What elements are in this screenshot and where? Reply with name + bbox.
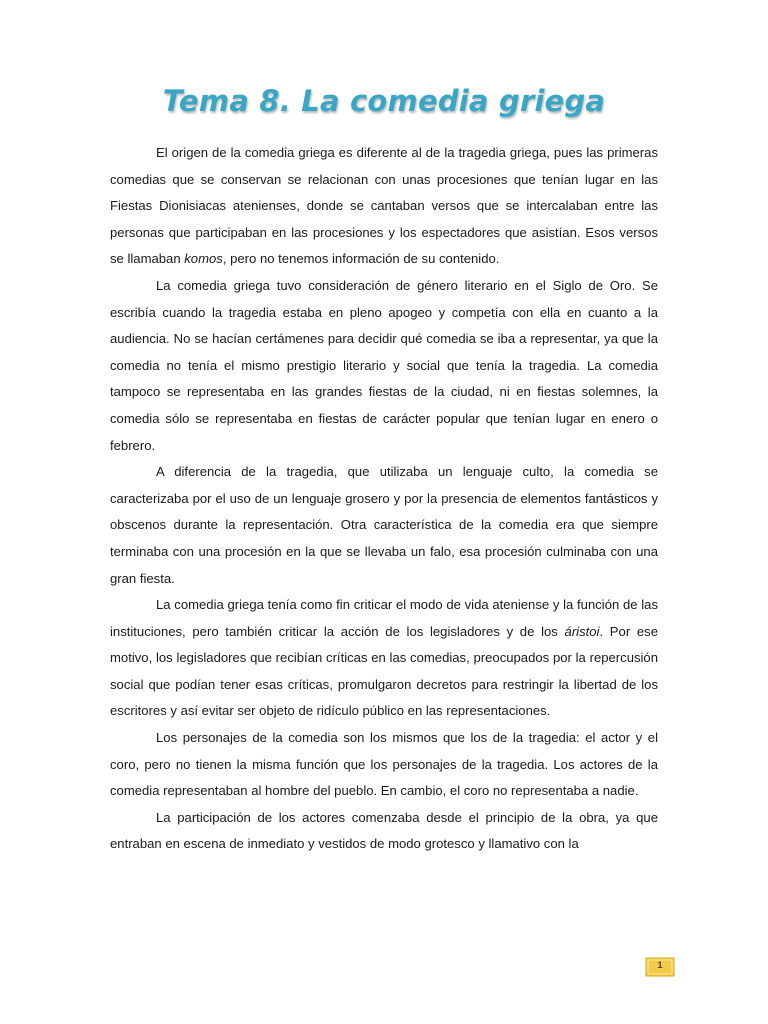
text-run: La participación de los actores comenzaba desde el principio de la obra, ya que entraban en escena de inmediato y vestidos de modo grotesco y llamativo con la [110,809,658,852]
paragraph [110,140,658,273]
text-run: Los personajes de la comedia son los mismos que los de la tragedia: el actor y el coro, pero no tienen la misma función que los personajes de la tragedia. Los actores de la comedia representaban al hombre del pueblo. En cambio, el coro no representaba a nadie. [110,730,658,799]
paragraph [110,725,658,805]
text-run: A diferencia de la tragedia, que utilizaba un lenguaje culto, la comedia se caracterizaba por el uso de un lenguaje grosero y por la presencia de elementos fantásticos y obscenos durante la representación. Otra característica de la comedia era que siempre terminaba con una procesión en la que se llevaba un falo, esa procesión culminaba con una gran fiesta. [110,464,658,586]
paragraph [110,459,658,592]
paragraph [110,592,658,725]
text-run: . Por ese motivo, los legisladores que recibían críticas en las comedias, preocupados por la repercusión social que podían tener esas críticas, promulgaron decretos para restringir la libertad de los escritores y así evitar ser objeto de ridículo público en las representaciones. [110,623,658,719]
page-number: 1 [657,960,663,970]
paragraph [110,805,658,858]
paragraph [110,273,658,459]
text-run: , pero no tenemos información de su contenido. [222,251,500,267]
body-text [110,140,658,858]
text-run: La comedia griega tuvo consideración de género literario en el Siglo de Oro. Se escribía cuando la tragedia estaba en pleno apogeo y competía con ella en cuanto a la audiencia. No se hacían certámenes para decidir qué comedia se iba a representar, ya que la comedia no tenía el mismo prestigio literario y social que tenía la tragedia. La comedia tampoco se representaba en las grandes fiestas de la ciudad, ni en fiestas solemnes, la comedia sólo se representaba en fiestas de carácter popular que tenían lugar en enero o febrero. [110,277,658,453]
text-run: La comedia griega tenía como fin criticar el modo de vida ateniense y la función de las instituciones, pero también criticar la acción de los legisladores y de los [110,597,658,639]
text-run: El origen de la comedia griega es diferente al de la tragedia griega, pues las primeras comedias que se conservan se relacionan con unas procesiones que tenían lugar en las Fiestas Dionisiacas atenienses, donde se cantaban versos que se intercalaban entre las personas que participaban en las procesiones y los espectadores que asistían. Esos versos se llamaban [110,145,658,267]
page-number-badge [645,957,675,977]
page-title: Tema 8. La comedia griega [162,84,606,118]
italic-term: áristoi [564,623,600,639]
italic-term: komos [184,251,223,267]
